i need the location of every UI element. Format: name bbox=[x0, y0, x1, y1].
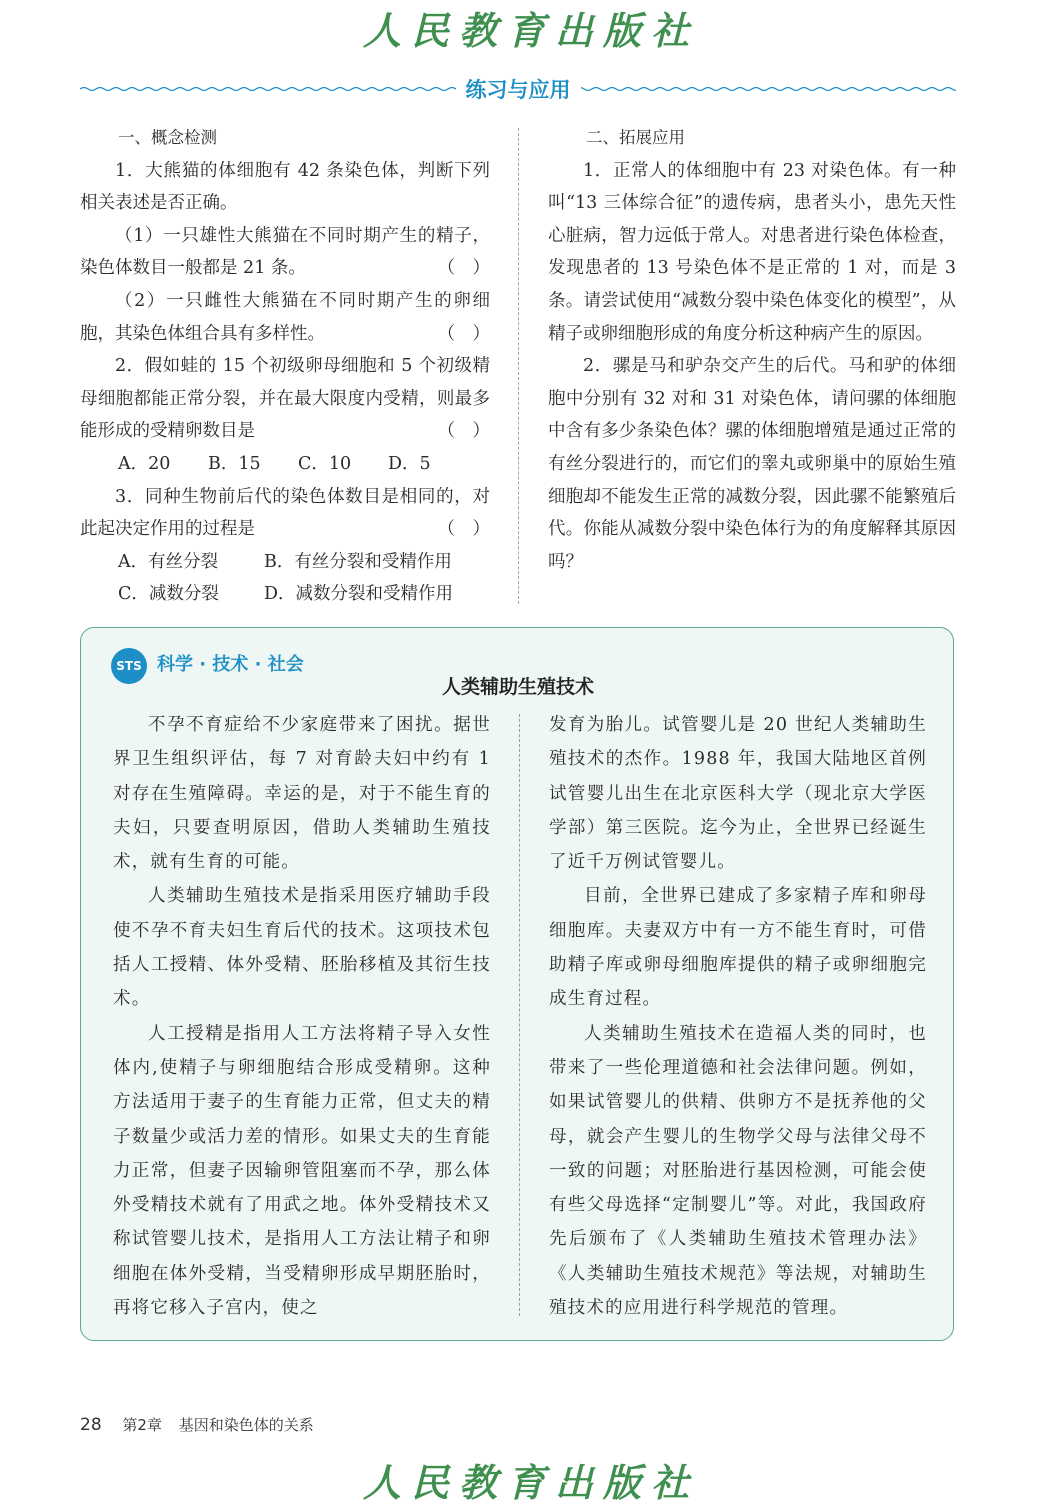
question-3-options-row1 bbox=[80, 546, 490, 579]
question-1-2 bbox=[80, 285, 490, 350]
question-1: 1．大熊猫的体细胞有 42 条染色体，判断下列相关表述是否正确。 bbox=[80, 160, 490, 214]
answer-bracket: （ ） bbox=[437, 519, 490, 540]
concept-check-heading: 一、概念检测 bbox=[118, 128, 217, 147]
sts-paragraph: 人类辅助生殖技术在造福人类的同时，也带来了一些伦理道德和社会法律问题。例如，如果试管婴儿的供精、供卵方不是抚养他的父母，就会产生婴儿的生物学父母与法律父母不一致的问题；对胚胎进行基因检测，可能会使有些父母选择“定制婴儿”等。对此，我国政府先后颁布了《人类辅助生殖技术管理办法》《人类辅助生殖技术规范》等法规，对辅助生殖技术的应用进行科学规范的管理。 bbox=[549, 1023, 927, 1319]
section-title-text: 练习与应用 bbox=[456, 78, 581, 102]
sts-paragraph: 人类辅助生殖技术是指采用医疗辅助手段使不孕不育夫妇生育后代的技术。这项技术包括人工授精、体外受精、胚胎移植及其衍生技术。 bbox=[113, 886, 491, 1010]
sts-paragraph: 不孕不育症给不少家庭带来了困扰。据世界卫生组织评估，每 7 对育龄夫妇中约有 1 对存在生殖障碍。幸运的是，对于不能生育的夫妇，只要查明原因，借助人类辅助生殖技术，就有生育的可能。 bbox=[113, 715, 491, 873]
chapter-number: 第2章 bbox=[122, 1416, 162, 1434]
section-title bbox=[80, 70, 956, 110]
sts-tag: 科学 · 技术 · 社会 bbox=[157, 654, 304, 675]
sts-box bbox=[80, 627, 954, 1341]
question-2-options bbox=[80, 448, 490, 481]
question-3-text: 3．同种生物前后代的染色体数目是相同的，对此起决定作用的过程是 bbox=[80, 486, 490, 540]
sts-paragraph: 发育为胎儿。试管婴儿是 20 世纪人类辅助生殖技术的杰作。1988 年，我国大陆地区首例试管婴儿出生在北京医科大学（现北京大学医学部）第三医院。迄今为止，全世界已经诞生了近千万例试管婴儿。 bbox=[549, 715, 927, 873]
question-2 bbox=[80, 350, 490, 448]
sts-paragraph: 目前，全世界已建成了多家精子库和卵母细胞库。夫妻双方中有一方不能生育时，可借助精子库或卵母细胞库提供的精子或卵细胞完成生育过程。 bbox=[549, 886, 927, 1010]
question-1-1-text: （1）一只雄性大熊猫在不同时期产生的精子，染色体数目一般都是 21 条。 bbox=[80, 225, 490, 279]
answer-bracket: （ ） bbox=[437, 421, 490, 442]
concept-check bbox=[80, 122, 490, 611]
sts-title: 人类辅助生殖技术 bbox=[441, 676, 594, 698]
option-b: B．有丝分裂和受精作用 bbox=[264, 551, 452, 572]
question-2-text: 2．假如蛙的 15 个初级卵母细胞和 5 个初级精母细胞都能正常分裂，并在最大限度内受精，则最多能形成的受精卵数目是 bbox=[80, 356, 490, 442]
question-3-options-row2 bbox=[80, 578, 490, 611]
page-number: 28 bbox=[80, 1415, 102, 1435]
sts-logo-icon: STS bbox=[111, 648, 147, 684]
question-3 bbox=[80, 481, 490, 546]
chapter-title: 基因和染色体的关系 bbox=[178, 1416, 314, 1434]
extension-question-1: 1．正常人的体细胞中有 23 对染色体。有一种叫“13 三体综合征”的遗传病，患者头小，患先天性心脏病，智力远低于常人。对患者进行染色体检查，发现患者的 13 号染色体不是正常的 1 对，而是 3 条。请尝试使用“减数分裂中染色体变化的模型”，从精子或卵细胞形成的角度分析这种病产生的原因。 bbox=[548, 160, 956, 344]
sts-paragraph: 人工授精是指用人工方法将精子导入女性体内,使精子与卵细胞结合形成受精卵。这种方法适用于妻子的生育能力正常，但丈夫的精子数量少或活力差的情形。如果丈夫的生育能力正常，但妻子因输卵管阻塞而不孕，那么体外受精技术就有了用武之地。体外受精技术又称试管婴儿技术，是指用人工方法让精子和卵细胞在体外受精，当受精卵形成早期胚胎时，再将它移入子宫内，使之 bbox=[113, 1023, 491, 1319]
extension-heading: 二、拓展应用 bbox=[586, 128, 685, 147]
publisher-logo-top: 人民教育出版社 bbox=[362, 8, 699, 53]
sts-column-divider bbox=[519, 714, 520, 1316]
sts-right-column bbox=[549, 708, 927, 1325]
option-a: A．20 bbox=[118, 453, 171, 474]
option-c: C．10 bbox=[298, 453, 352, 474]
extension-application bbox=[548, 122, 956, 578]
answer-bracket: （ ） bbox=[437, 323, 490, 344]
sts-left-column bbox=[113, 708, 491, 1325]
option-b: B．15 bbox=[208, 453, 261, 474]
option-d: D．5 bbox=[388, 453, 431, 474]
option-d: D．减数分裂和受精作用 bbox=[264, 584, 454, 605]
question-1-2-text: （2）一只雌性大熊猫在不同时期产生的卵细胞，其染色体组合具有多样性。 bbox=[80, 290, 490, 344]
column-divider bbox=[518, 128, 519, 604]
option-a: A．有丝分裂 bbox=[118, 551, 219, 572]
page-footer bbox=[80, 1414, 314, 1435]
question-1-1 bbox=[80, 220, 490, 285]
publisher-logo-bottom: 人民教育出版社 bbox=[362, 1460, 699, 1505]
answer-bracket: （ ） bbox=[437, 258, 490, 279]
option-c: C．减数分裂 bbox=[118, 584, 219, 605]
extension-question-2: 2．骡是马和驴杂交产生的后代。马和驴的体细胞中分别有 32 对和 31 对染色体，请问骡的体细胞中含有多少条染色体？骡的体细胞增殖是通过正常的有丝分裂进行的，而它们的睾丸或卵巢中的原始生殖细胞却不能发生正常的减数分裂，因此骡不能繁殖后代。你能从减数分裂中染色体行为的角度解释其原因吗？ bbox=[548, 356, 956, 572]
